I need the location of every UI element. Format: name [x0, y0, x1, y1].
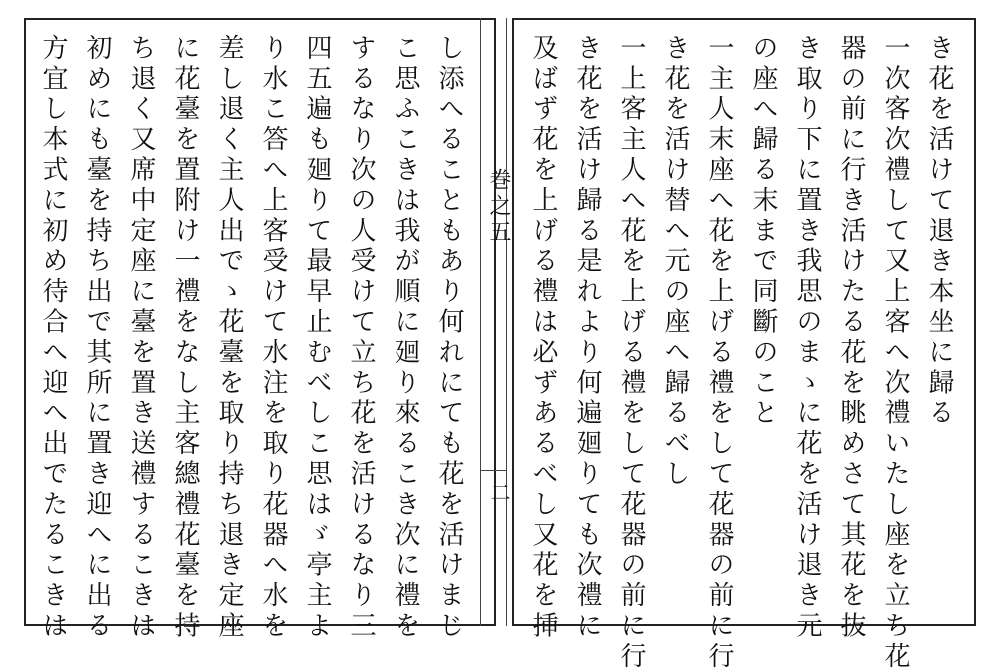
- left-page-column-2: こ思ふこきは我が順に廻り來るこき次に禮を: [390, 34, 420, 642]
- left-page-column-1: し添へることもあり何れにても花を活けまじ: [434, 34, 464, 642]
- gutter-rule-left: [480, 18, 481, 626]
- right-page-column-5: の座へ歸る末まで同斷のこと: [748, 34, 778, 430]
- right-page-column-10: 及ばず花を上げる禮は必ずあるべし又花を挿: [528, 34, 558, 642]
- left-page-column-8: ち退く又席中定座に臺を置き送禮するこきは: [126, 34, 156, 642]
- folio-number: 二: [487, 482, 511, 502]
- folio-rule-top: [480, 470, 506, 471]
- right-page-column-8: 一上客主人へ花を上げる禮をして花器の前に行: [616, 34, 646, 672]
- right-page-column-6: 一主人末座へ花を上げる禮をして花器の前に行: [704, 34, 734, 672]
- right-page-column-4: き取り下に置き我思のまゝに花を活け退き元: [792, 34, 822, 642]
- left-page-column-9: 初めにも臺を持ち出で其所に置き迎へに出る: [82, 34, 112, 642]
- right-page-column-9: き花を活け歸る是れより何遍廻りても次禮に: [572, 34, 602, 642]
- right-page-column-7: き花を活け替へ元の座へ歸るべし: [660, 34, 690, 490]
- left-page-column-5: り水こ答へ上客受けて水注を取り花器へ水を: [258, 34, 288, 642]
- right-page-column-2: 一次客次禮して又上客へ次禮いたし座を立ち花: [880, 34, 910, 672]
- right-page-column-3: 器の前に行き活けたる花を眺めさて其花を抜: [836, 34, 866, 642]
- left-page-column-4: 四五遍も廻りて最早止むべしこ思はゞ亭主よ: [302, 34, 332, 642]
- left-page-column-7: に花臺を置附け一禮をなし主客總禮花臺を持: [170, 34, 200, 642]
- right-page-column-1: き花を活けて退き本坐に歸る: [924, 34, 954, 430]
- left-page-column-6: 差し退く主人出でゝ花臺を取り持ち退き定座: [214, 34, 244, 642]
- left-page-column-3: するなり次の人受けて立ち花を活けるなり三: [346, 34, 376, 642]
- left-page-column-10: 方宜し本式に初め待合へ迎へ出でたるこきは: [38, 34, 68, 642]
- running-title: 巻之五: [486, 168, 511, 246]
- gutter-rule-right: [506, 18, 507, 626]
